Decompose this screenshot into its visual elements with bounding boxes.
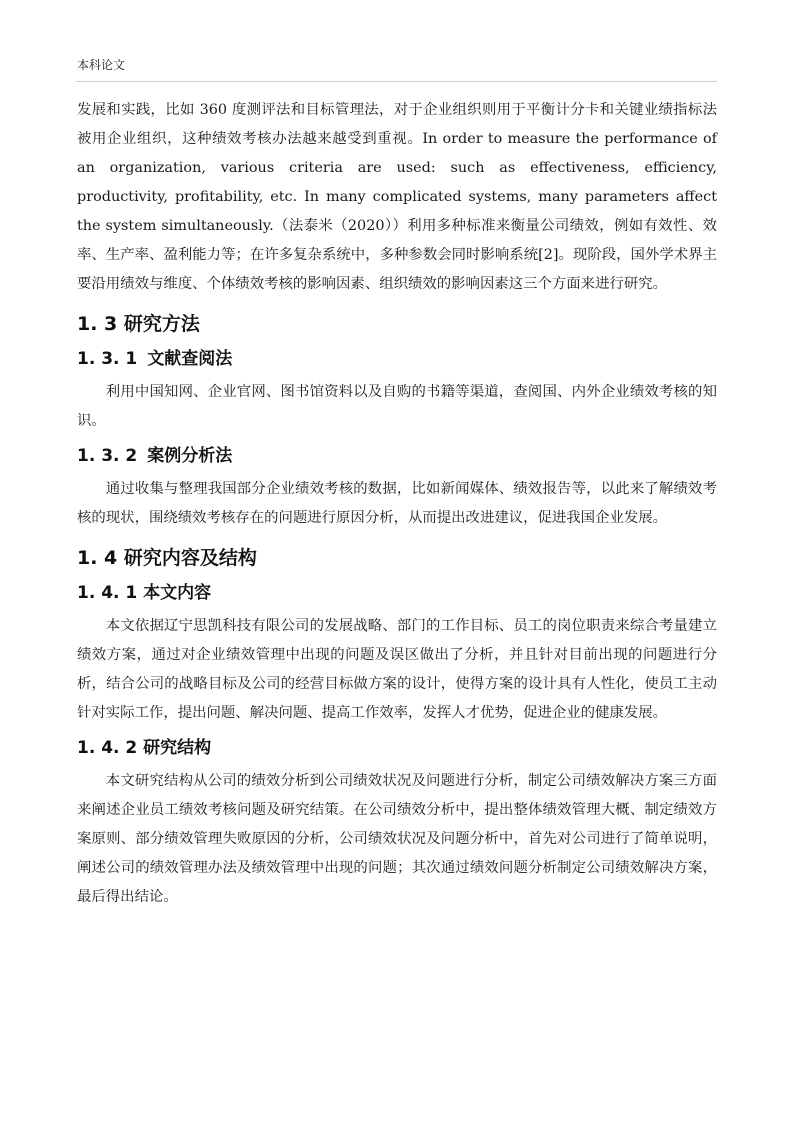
paragraph-content: 本文依据辽宁思凯科技有限公司的发展战略、部门的工作目标、员工的岗位职责来综合考量建立绩效方案，通过对企业绩效管理中出现的问题及误区做出了分析，并且针对目前出现的问题进行分析，结合公司的战略目标及公司的经营目标做方案的设计，使得方案的设计具有人性化，使员工主动针对实际工作，提出问题、解决问题、提高工作效率，发挥人才优势，促进企业的健康发展。 <box>77 618 717 721</box>
running-header: 本科论文 <box>77 58 126 72</box>
intro-paragraph: 发展和实践，比如 360 度测评法和目标管理法，对于企业组织则用于平衡计分卡和关键业绩指标法被用企业组织，这种绩效考核办法越来越受到重视。In order to measure the performance of an organization, various criteria are used: such as effectiveness, efficiency, productivity, profitability, etc. In many complicated systems, many parameters affect the system simultaneously.（法泰米（2020））利用多种标准来衡量公司绩效，例如有效性、效率、生产率、盈利能力等；在许多复杂系统中，多种参数会同时影响系统[2]。现阶段，国外学术界主要沿用绩效与维度、个体绩效考核的影响因素、组织绩效的影响因素这三个方面来进行研究。 <box>77 102 717 292</box>
header-divider <box>76 81 717 82</box>
subsection-title: 研究结构 <box>143 738 212 758</box>
subsection-number: 1. 3. 1 <box>77 349 138 369</box>
section-title: 研究方法 <box>123 313 200 335</box>
subsection-number: 1. 4. 2 <box>77 738 138 758</box>
page-body <box>77 96 717 912</box>
subsection-title: 文献查阅法 <box>147 349 233 369</box>
subsection-title: 案例分析法 <box>147 446 233 466</box>
subsection-number: 1. 3. 2 <box>77 446 138 466</box>
subsection-heading-1-4-1 <box>77 579 717 607</box>
paragraph-case-analysis: 通过收集与整理我国部分企业绩效考核的数据，比如新闻媒体、绩效报告等，以此来了解绩效考核的现状，围绕绩效考核存在的问题进行原因分析，从而提出改进建议，促进我国企业发展。 <box>77 481 717 526</box>
paragraph-structure: 本文研究结构从公司的绩效分析到公司绩效状况及问题进行分析，制定公司绩效解决方案三方面来阐述企业员工绩效考核问题及研究结策。在公司绩效分析中，提出整体绩效管理大概、制定绩效方案原则、部分绩效管理失败原因的分析，公司绩效状况及问题分析中，首先对公司进行了简单说明，阐述公司的绩效管理办法及绩效管理中出现的问题；其次通过绩效问题分析制定公司绩效解决方案，最后得出结论。 <box>77 773 717 905</box>
subsection-number: 1. 4. 1 <box>77 583 138 603</box>
subsection-heading-1-3-1 <box>77 345 717 373</box>
section-title: 研究内容及结构 <box>123 547 257 569</box>
section-heading-1-4 <box>77 543 717 573</box>
subsection-heading-1-3-2 <box>77 442 717 470</box>
section-number: 1. 4 <box>77 547 118 569</box>
subsection-heading-1-4-2 <box>77 734 717 762</box>
subsection-title: 本文内容 <box>143 583 212 603</box>
section-heading-1-3 <box>77 309 717 339</box>
paragraph-literature-review: 利用中国知网、企业官网、图书馆资料以及自购的书籍等渠道，查阅国、内外企业绩效考核的知识。 <box>77 384 717 429</box>
section-number: 1. 3 <box>77 313 118 335</box>
